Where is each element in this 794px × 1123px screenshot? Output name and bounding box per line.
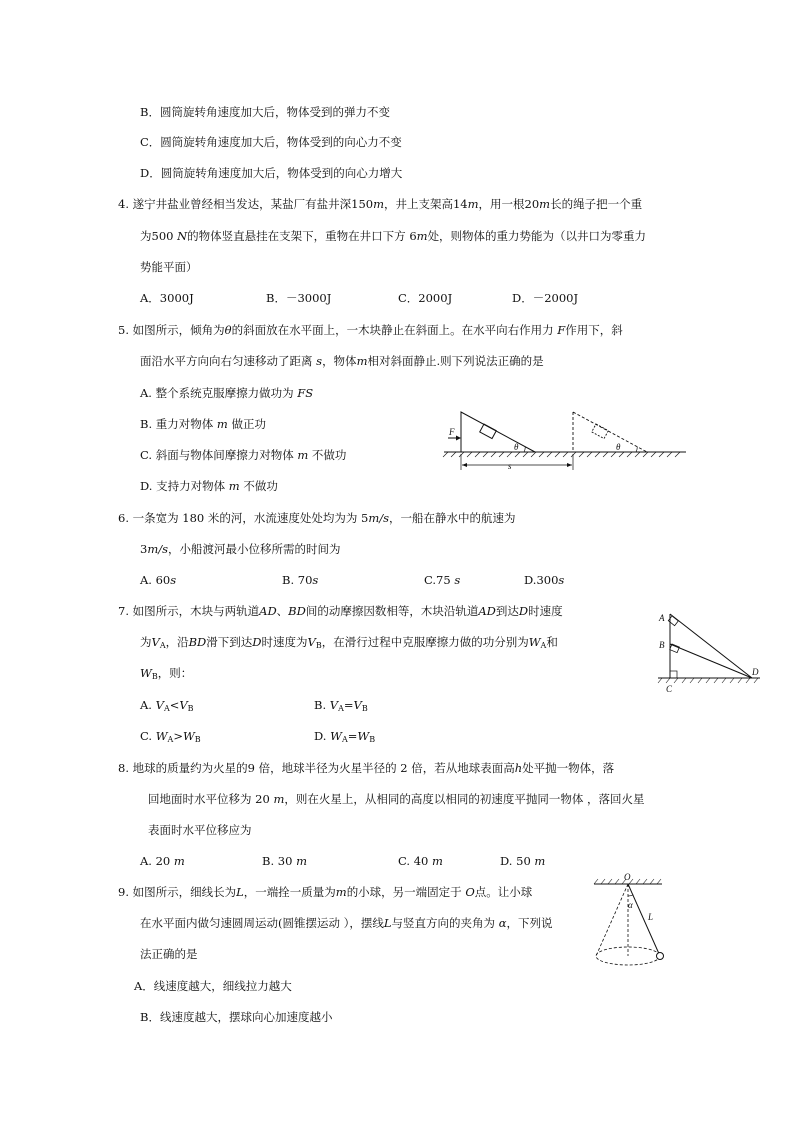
q9-line2: 在水平面内做匀速圆周运动(圆锥摆运动 ），摆线L与竖直方向的夹角为 α，下列说 (140, 916, 553, 930)
q8-option-a: A. 20 m (140, 854, 185, 868)
q5-option-b: B. 重力对物体 m 做正功 (140, 417, 266, 431)
q9-line1: 9. 如图所示，细线长为L，一端拴一质量为m的小球，另一端固定于 O点。让小球 (118, 885, 533, 899)
q7-option-d: D. $W_A=W_B$ (314, 729, 376, 744)
q3-option-c: C．圆筒旋转角速度加大后，物体受到的向心力不变 (140, 135, 402, 149)
q5-line1: 5. 如图所示，倾角为θ的斜面放在水平面上，一木块静止在斜面上。在水平向右作用力 F作用下，斜 (118, 323, 623, 337)
q4-option-b: B．－3000J (266, 291, 332, 305)
q4-option-d: D．－2000J (512, 291, 579, 305)
q9-fig-label-l: L (648, 912, 654, 922)
q7-line3: $W_B$，则： (140, 666, 193, 681)
q3-option-b: B．圆筒旋转角速度加大后，物体受到的弹力不变 (140, 105, 390, 119)
q5-option-c: C. 斜面与物体间摩擦力对物体 m 不做功 (140, 448, 347, 462)
q8-option-b: B. 30 m (262, 854, 307, 868)
q8-option-c: C. 40 m (398, 854, 443, 868)
q5-option-d: D. 支持力对物体 m 不做功 (140, 479, 278, 493)
q4-line3: 势能平面） (140, 260, 198, 274)
q5-fig-force-label: F (449, 427, 455, 437)
q5-incline-figure (440, 408, 690, 474)
q8-line2: 回地面时水平位移为 20 m，则在火星上，从相同的高度以相同的初速度平抛同一物体 ，落回火星 (148, 792, 645, 806)
q5-line2: 面沿水平方向向右匀速移动了距离 s，物体m相对斜面静止.则下列说法正确的是 (140, 354, 544, 368)
q9-fig-label-o: O (624, 872, 631, 882)
q5-option-a: A. 整个系统克服摩擦力做功为 FS (140, 386, 314, 400)
q7-line2: 为$V_A$，沿BD滑下到达D时速度为$V_B$，在滑行过程中克服摩擦力做的功分别为$W_A$和 (140, 635, 558, 650)
q6-option-b: B. 70s (282, 573, 319, 587)
q4-option-c: C．2000J (398, 291, 453, 305)
q7-tracks-figure (652, 606, 768, 698)
q6-option-d: D.300s (524, 573, 565, 587)
q4-line2: 为500 N的物体竖直悬挂在支架下，重物在井口下方 6m处，则物体的重力势能为（以井口为零重力 (140, 229, 647, 243)
q9-conical-pendulum-figure (586, 870, 676, 974)
q9-fig-label-alpha: α (628, 900, 633, 910)
q7-option-b: B. $V_A=V_B$ (314, 698, 368, 713)
q6-line1: 6. 一条宽为 180 米的河，水流速度处处均为为 5m/s，一船在静水中的航速为 (118, 511, 516, 525)
q8-line1: 8. 地球的质量约为火星的9 倍，地球半径为火星半径的 2 倍，若从地球表面高h处平抛一物体，落 (118, 761, 615, 775)
q7-option-c: C. $W_A>W_B$ (140, 729, 201, 744)
q5-fig-theta-2: θ (616, 442, 621, 452)
q7-fig-label-a: A (659, 613, 665, 623)
q5-fig-theta-1: θ (514, 442, 519, 452)
q7-fig-label-c: C (666, 684, 673, 694)
q9-option-a: A．线速度越大，细线拉力越大 (134, 979, 292, 993)
q6-option-a: A. 60s (140, 573, 177, 587)
q5-fig-s-label: s (508, 461, 512, 471)
q4-option-a: A．3000J (140, 291, 194, 305)
q6-option-c: C.75 s (424, 573, 461, 587)
q8-option-d: D. 50 m (500, 854, 546, 868)
q4-line1: 4. 遂宁井盐业曾经相当发达，某盐厂有盐井深150m，井上支架高14m，用一根20m长的绳子把一个重 (118, 197, 643, 211)
q7-fig-label-d: D (752, 667, 759, 677)
q3-option-d: D．圆筒旋转角速度加大后，物体受到的向心力增大 (140, 166, 403, 180)
q7-option-a: A. $V_A<V_B$ (140, 698, 194, 713)
q6-line2: 3m/s，小船渡河最小位移所需的时间为 (140, 542, 341, 556)
q9-option-b: B．线速度越大，摆球向心加速度越小 (140, 1010, 333, 1024)
q8-line3: 表面时水平位移应为 (148, 823, 252, 837)
q9-line3: 法正确的是 (140, 947, 198, 961)
q7-fig-label-b: B (659, 640, 665, 650)
q7-line1: 7. 如图所示，木块与两轨道AD、BD间的动摩擦因数相等，木块沿轨道AD到达D时速度 (118, 604, 563, 618)
